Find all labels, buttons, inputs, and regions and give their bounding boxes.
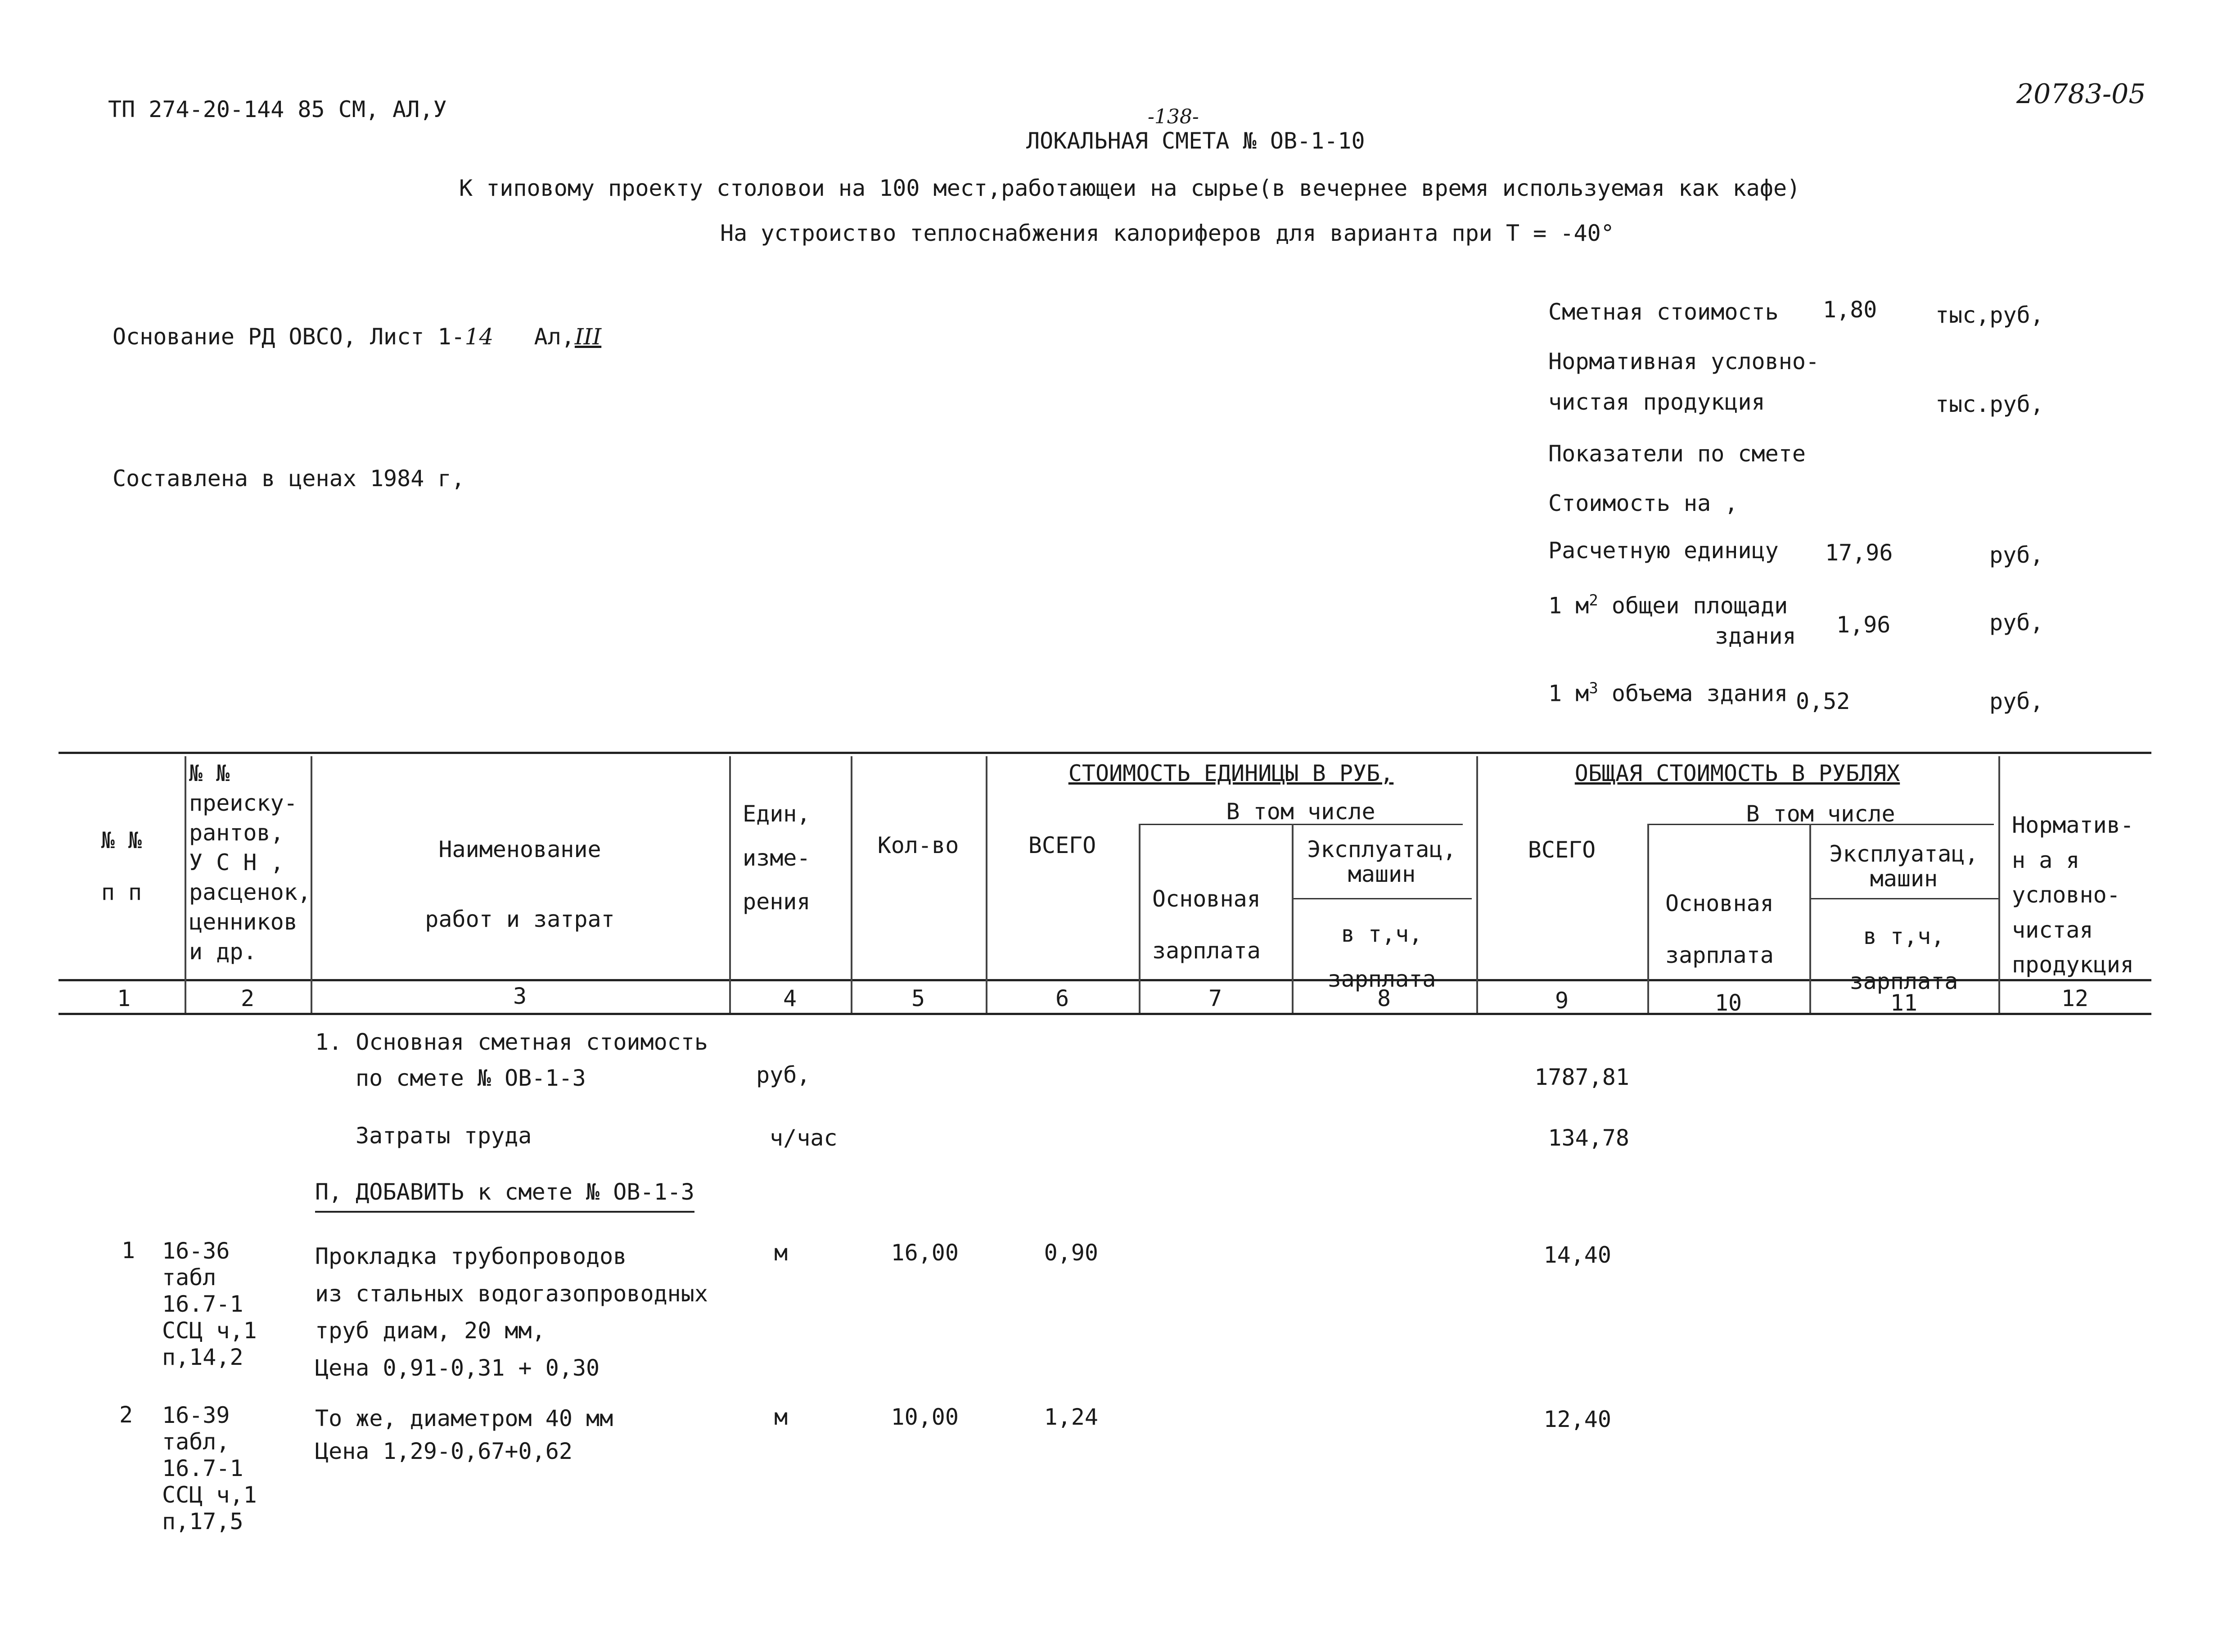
area-cost-label — [1548, 592, 1788, 619]
header-col10 — [1665, 878, 1774, 981]
section2-title: П, ДОБАВИТЬ к смете № ОВ-1-3 — [315, 1179, 694, 1213]
subtitle-purpose: На устроиство теплоснабжения калориферов для варианта при Т = -40° — [720, 220, 1614, 246]
header-col2 — [189, 758, 311, 966]
cost-per-label: Стоимость на , — [1548, 490, 1738, 516]
normative-label-2: чистая продукция — [1548, 389, 1765, 415]
document-code: ТП 274-20-144 85 СМ, АЛ,У — [108, 96, 447, 122]
col11-wage-line-1: в т,ч, — [1863, 923, 1945, 949]
col2-line-6: ценников — [189, 909, 298, 935]
row1-code-line-4: ССЦ ч,1 — [162, 1318, 257, 1344]
colnum-1: 1 — [117, 985, 131, 1011]
basis-text: Основание РД ОВСО, Лист 1- — [113, 324, 465, 350]
col7-line-1: Основная — [1152, 886, 1261, 912]
header-col4 — [743, 792, 811, 924]
row1-num: 1 — [122, 1237, 135, 1264]
col2-line-2: преиску- — [189, 790, 298, 816]
header-col12 — [2012, 808, 2134, 983]
header-total-incl: В том числе — [1746, 801, 1895, 827]
col4-line-3: рения — [743, 889, 811, 915]
row1-name-line-4: Цена 0,91-0,31 + 0,30 — [315, 1354, 600, 1381]
colnum-3: 3 — [513, 983, 527, 1009]
colnum-8: 8 — [1377, 985, 1391, 1011]
normative-label-1: Нормативная условно- — [1548, 348, 1820, 375]
header-col3 — [315, 815, 725, 954]
row2-unit: м — [774, 1404, 788, 1430]
row2-code-line-3: 16.7-1 — [162, 1455, 243, 1481]
header-col11-machines — [1814, 842, 1994, 891]
colnum-2: 2 — [240, 985, 255, 1011]
col2-line-3: рантов, — [189, 820, 284, 846]
col10-line-2: зарплата — [1665, 942, 1774, 968]
row1-qty: 16,00 — [891, 1240, 959, 1266]
row2-name-line-1: То же, диаметром 40 мм — [315, 1405, 613, 1431]
col10-line-1: Основная — [1665, 890, 1774, 916]
unit-cost-label: Расчетную единицу — [1548, 537, 1779, 564]
header-col1 — [72, 815, 171, 918]
volume-cost-unit: руб, — [1989, 688, 2044, 714]
header-unit-incl: В том числе — [1226, 799, 1375, 825]
basis-suffix: Ал, — [534, 324, 575, 350]
labor-total: 134,78 — [1548, 1125, 1629, 1151]
col3-line-1: Наименование — [438, 836, 601, 862]
header-col8-machines — [1296, 837, 1467, 887]
row2-code — [162, 1402, 257, 1535]
volume-label: объема здания — [1611, 680, 1788, 707]
col-divider-6 — [1139, 824, 1141, 1013]
colnum-7: 7 — [1208, 985, 1222, 1011]
area-cost-unit: руб, — [1989, 609, 2044, 636]
header-col7 — [1152, 873, 1261, 977]
row2-name-line-2: Цена 1,29-0,67+0,62 — [315, 1438, 573, 1464]
machines-line-total — [1809, 898, 1998, 899]
row1-code-line-3: 16.7-1 — [162, 1291, 243, 1317]
row2-code-line-4: ССЦ ч,1 — [162, 1482, 257, 1508]
row2-qty: 10,00 — [891, 1404, 959, 1430]
row1-code — [162, 1238, 257, 1371]
labor-unit: ч/час — [770, 1125, 838, 1151]
col8-wage-line-1: в т,ч, — [1341, 921, 1423, 947]
colnum-6: 6 — [1055, 985, 1069, 1011]
normative-unit: тыс.руб, — [1935, 391, 2044, 417]
col12-line-1: Норматив- — [2012, 812, 2134, 838]
col-divider-4 — [851, 756, 852, 1013]
row1-price: 0,90 — [1044, 1240, 1098, 1266]
col2-line-1: № № — [189, 760, 230, 786]
table-top-line — [59, 752, 2151, 754]
row2-code-line-5: п,17,5 — [162, 1508, 243, 1535]
row2-price: 1,24 — [1044, 1404, 1098, 1430]
col12-line-2: н а я — [2012, 847, 2080, 873]
col-divider-11 — [1998, 756, 2000, 1013]
col-divider-3 — [729, 756, 731, 1013]
col-divider-7 — [1292, 824, 1294, 1013]
row1-code-line-1: 16-36 — [162, 1238, 230, 1264]
row2-num: 2 — [119, 1402, 133, 1428]
estimated-cost-unit: тыс,руб, — [1935, 302, 2044, 328]
document-title: ЛОКАЛЬНАЯ СМЕТА № ОВ-1-10 — [1026, 128, 1365, 154]
row1-code-line-5: п,14,2 — [162, 1344, 243, 1370]
row1-code-line-2: табл — [162, 1264, 216, 1291]
header-col5: Кол-во — [877, 832, 959, 858]
colnum-10: 10 — [1714, 990, 1742, 1016]
row1-name-line-3: труб диам, 20 мм, — [315, 1318, 545, 1344]
col2-line-4: У С Н , — [189, 849, 284, 876]
col8-line-1: Эксплуатац, — [1307, 836, 1456, 862]
section1-title — [315, 1024, 708, 1096]
unit-cost-value: 17,96 — [1825, 540, 1893, 566]
col-divider-5 — [986, 756, 987, 1013]
col-divider-10 — [1809, 824, 1811, 1013]
row2-total: 12,40 — [1543, 1406, 1611, 1432]
basis-album: III — [574, 324, 602, 350]
unit-cost-unit: руб, — [1989, 542, 2044, 568]
volume-sup: 3 — [1589, 679, 1598, 697]
header-col6: ВСЕГО — [1028, 832, 1096, 858]
row2-code-line-2: табл, — [162, 1429, 230, 1455]
volume-cost-label — [1548, 680, 1788, 707]
area-m: 1 м — [1548, 592, 1589, 619]
header-unit-cost-group: СТОИМОСТЬ ЕДИНИЦЫ В РУБ, — [1068, 760, 1394, 786]
colnum-12: 12 — [2061, 985, 2089, 1011]
col1-line-1: № № — [101, 827, 142, 853]
estimated-cost-value: 1,80 — [1823, 297, 1877, 323]
volume-cost-value: 0,52 — [1796, 688, 1850, 714]
header-col9: ВСЕГО — [1528, 837, 1596, 863]
page-number: -138- — [1148, 105, 1199, 128]
section1-total: 1787,81 — [1534, 1064, 1629, 1090]
area-cost-label-2: здания — [1715, 623, 1796, 649]
col2-line-5: расценок, — [189, 879, 311, 905]
row2-name — [315, 1402, 613, 1467]
row1-total: 14,40 — [1543, 1242, 1611, 1268]
col12-line-3: условно- — [2012, 882, 2120, 908]
header-total-cost-group: ОБЩАЯ СТОИМОСТЬ В РУБЛЯХ — [1574, 760, 1900, 786]
col11-line-2: машин — [1870, 866, 1938, 892]
section1-unit: руб, — [756, 1062, 811, 1088]
col8-line-2: машин — [1348, 861, 1416, 887]
row1-unit: м — [774, 1240, 788, 1266]
col11-line-1: Эксплуатац, — [1829, 841, 1979, 867]
col-divider-1 — [185, 756, 186, 1013]
area-sup: 2 — [1589, 591, 1598, 609]
basis-sheet: 14 — [464, 324, 494, 350]
labor-label: Затраты труда — [356, 1123, 532, 1149]
row1-name-line-1: Прокладка трубопроводов — [315, 1243, 627, 1269]
col3-line-2: работ и затрат — [425, 906, 615, 932]
area-label-1: общеи площади — [1611, 592, 1788, 619]
col8-wage-line-2: зарплата — [1327, 966, 1436, 992]
row1-name — [315, 1238, 708, 1386]
subtitle-project: К типовому проекту столовои на 100 мест,работающеи на сырье(в вечернее время используемая как кафе) — [459, 175, 1801, 201]
row2-code-line-1: 16-39 — [162, 1402, 230, 1428]
col2-line-7: и др. — [189, 939, 257, 965]
col1-line-2: п п — [101, 879, 142, 905]
indicators-label: Показатели по смете — [1548, 441, 1806, 467]
col-divider-9 — [1647, 824, 1649, 1013]
colnum-4: 4 — [783, 985, 797, 1011]
colnum-9: 9 — [1555, 988, 1569, 1014]
col12-line-5: продукция — [2012, 952, 2134, 978]
volume-m: 1 м — [1548, 680, 1589, 707]
estimated-cost-label: Сметная стоимость — [1548, 299, 1779, 325]
col4-line-1: Един, — [743, 801, 811, 827]
colnum-5: 5 — [911, 985, 925, 1011]
prices-year: Составлена в ценах 1984 г, — [113, 465, 465, 492]
colnum-11: 11 — [1890, 990, 1918, 1016]
col4-line-2: изме- — [743, 844, 811, 871]
section1-title-line-2: по смете № ОВ-1-3 — [356, 1065, 586, 1091]
handwritten-doc-number: 20783-05 — [2016, 78, 2146, 110]
row1-name-line-2: из стальных водогазопроводных — [315, 1280, 708, 1307]
basis-line — [113, 324, 601, 350]
section1-title-line-1: 1. Основная сметная стоимость — [315, 1029, 708, 1055]
col7-line-2: зарплата — [1152, 938, 1261, 964]
col12-line-4: чистая — [2012, 916, 2093, 943]
area-cost-value: 1,96 — [1836, 612, 1891, 638]
col11-wage-line-2: зарплата — [1849, 968, 1958, 994]
machines-line-unit — [1292, 898, 1472, 899]
col-divider-8 — [1476, 756, 1478, 1013]
